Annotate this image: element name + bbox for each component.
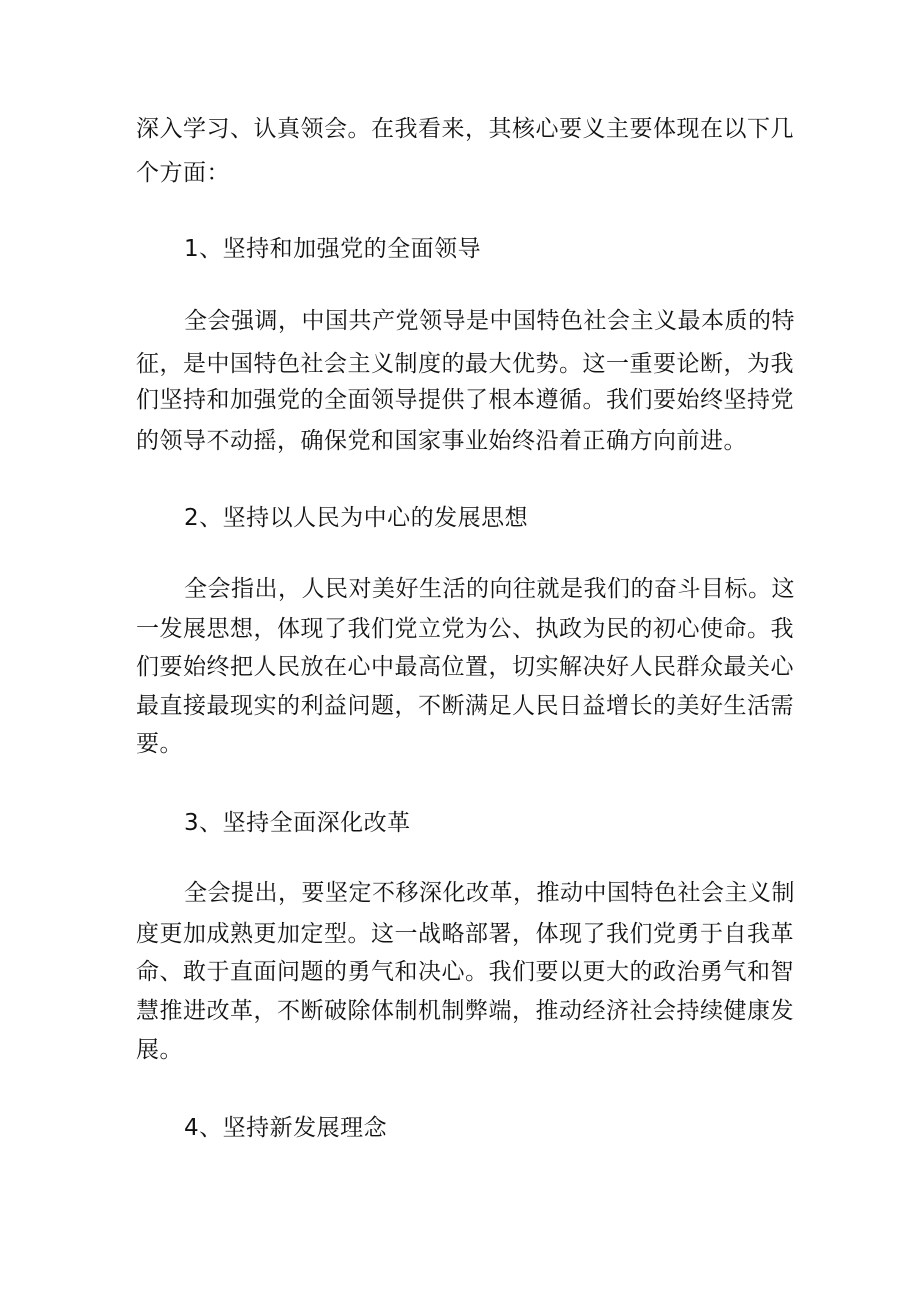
section-3-line-3: 命、敢于直面问题的勇气和决心。我们要以更大的政治勇气和智	[136, 959, 794, 985]
section-1-line-1: 全会强调，中国共产党领导是中国特色社会主义最本质的特	[184, 308, 795, 334]
section-3-line-2: 度更加成熟更加定型。这一战略部署，体现了我们党勇于自我革	[136, 921, 794, 947]
section-2-line-4: 最直接最现实的利益问题，不断满足人民日益增长的美好生活需	[136, 693, 794, 719]
section-4-heading: 4、坚持新发展理念	[184, 1115, 388, 1141]
section-2-heading: 2、坚持以人民为中心的发展思想	[184, 505, 529, 531]
section-3-line-5: 展。	[136, 1037, 183, 1063]
section-1-line-3: 们坚持和加强党的全面领导提供了根本遵循。我们要始终坚持党	[136, 387, 794, 413]
section-3-line-1: 全会提出，要坚定不移深化改革，推动中国特色社会主义制	[184, 880, 795, 906]
section-2-line-2: 一发展思想，体现了我们党立党为公、执政为民的初心使命。我	[136, 616, 794, 642]
section-1-heading: 1、坚持和加强党的全面领导	[184, 236, 482, 262]
intro-line-1: 深入学习、认真领会。在我看来，其核心要义主要体现在以下几	[136, 116, 794, 142]
intro-line-2: 个方面：	[136, 160, 230, 186]
section-2-line-3: 们要始终把人民放在心中最高位置，切实解决好人民群众最关心	[136, 654, 794, 680]
section-3-heading: 3、坚持全面深化改革	[184, 810, 411, 836]
section-2-line-1: 全会指出，人民对美好生活的向往就是我们的奋斗目标。这	[184, 576, 795, 602]
section-1-line-2: 征，是中国特色社会主义制度的最大优势。这一重要论断，为我	[136, 351, 794, 377]
section-2-line-5: 要。	[136, 731, 183, 757]
section-3-line-4: 慧推进改革，不断破除体制机制弊端，推动经济社会持续健康发	[136, 998, 794, 1024]
section-1-line-4: 的领导不动摇，确保党和国家事业始终沿着正确方向前进。	[136, 428, 747, 454]
